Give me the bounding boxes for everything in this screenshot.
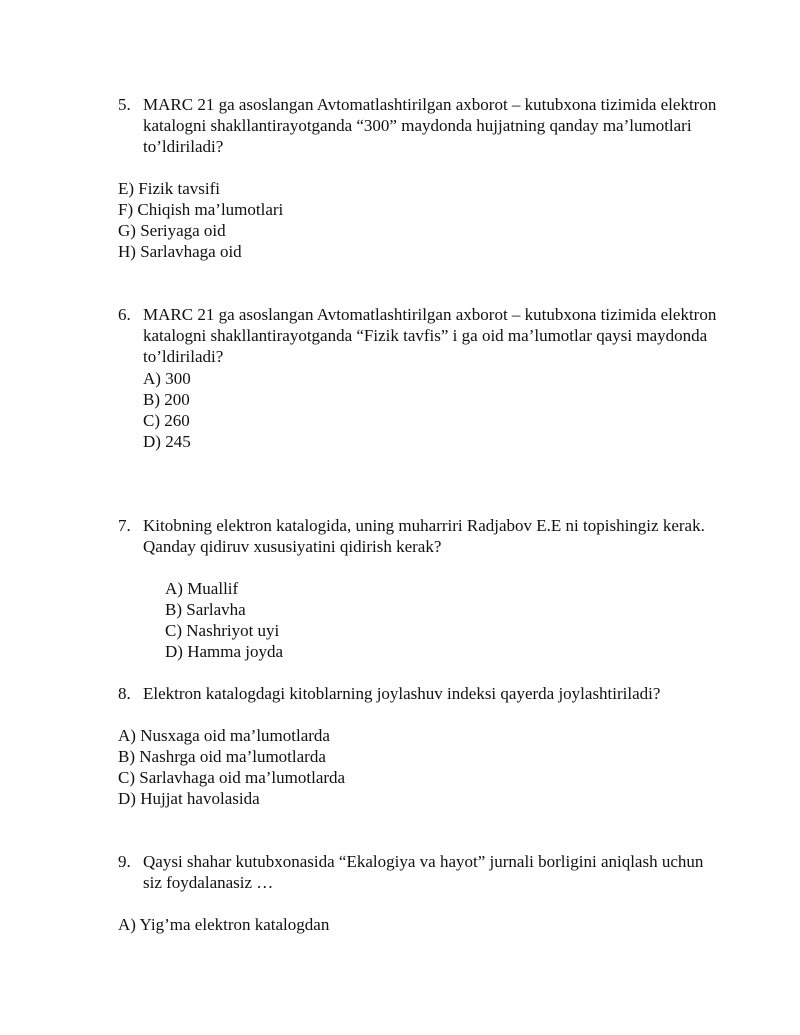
options-list-5: [118, 178, 283, 262]
option-item: A) Muallif: [165, 579, 239, 598]
option-item: C) Sarlavhaga oid ma’lumotlarda: [118, 768, 346, 787]
option-item: F) Chiqish ma’lumotlari: [118, 200, 284, 219]
option-item: G) Seriyaga oid: [118, 221, 226, 240]
option-item: C) Nashriyot uyi: [165, 621, 280, 640]
question-number: 5.: [118, 95, 131, 114]
option-item: A) Yig’ma elektron katalogdan: [118, 915, 330, 934]
question-text: Elektron katalogdagi kitoblarning joylashuv indeksi qayerda joylashtiriladi?: [143, 684, 661, 703]
question-text: MARC 21 ga asoslangan Avtomatlashtirilgan axborot – kutubxona tizimida elektron katalogni shakllantirayotganda “Fizik tavfis” i ga oid ma’lumotlar qaysi maydonda to’ldiriladi?: [143, 305, 717, 366]
question-text: Kitobning elektron katalogida, uning muharriri Radjabov E.E ni topishingiz kerak. Qanday qidiruv xususiyatini qidirish kerak?: [143, 516, 705, 556]
question-9: [118, 851, 718, 893]
option-item: D) 245: [143, 432, 191, 451]
question-8: [118, 683, 738, 704]
option-item: B) 200: [143, 390, 190, 409]
question-5: [118, 94, 718, 157]
option-item: E) Fizik tavsifi: [118, 179, 220, 198]
question-text: MARC 21 ga asoslangan Avtomatlashtirilgan axborot – kutubxona tizimida elektron katalogni shakllantirayotganda “300” maydonda hujjatning qanday ma’lumotlari to’ldiriladi?: [143, 95, 717, 156]
question-text: Qaysi shahar kutubxonasida “Ekalogiya va hayot” jurnali borligini aniqlash uchun siz foydalanasiz …: [143, 852, 704, 892]
option-item: B) Nashrga oid ma’lumotlarda: [118, 747, 326, 766]
option-item: A) Nusxaga oid ma’lumotlarda: [118, 726, 330, 745]
option-item: H) Sarlavhaga oid: [118, 242, 242, 261]
option-item: C) 260: [143, 411, 190, 430]
option-item: B) Sarlavha: [165, 600, 246, 619]
options-list-6: [143, 368, 191, 452]
option-item: D) Hujjat havolasida: [118, 789, 260, 808]
question-number: 8.: [118, 684, 131, 703]
question-7: [118, 515, 718, 557]
option-item: D) Hamma joyda: [165, 642, 284, 661]
options-list-7: [165, 578, 283, 662]
question-number: 6.: [118, 305, 131, 324]
option-item: A) 300: [143, 369, 191, 388]
question-number: 9.: [118, 852, 131, 871]
question-6: [118, 304, 718, 367]
options-list-8: [118, 725, 345, 809]
question-number: 7.: [118, 516, 131, 535]
options-list-9: [118, 914, 329, 935]
